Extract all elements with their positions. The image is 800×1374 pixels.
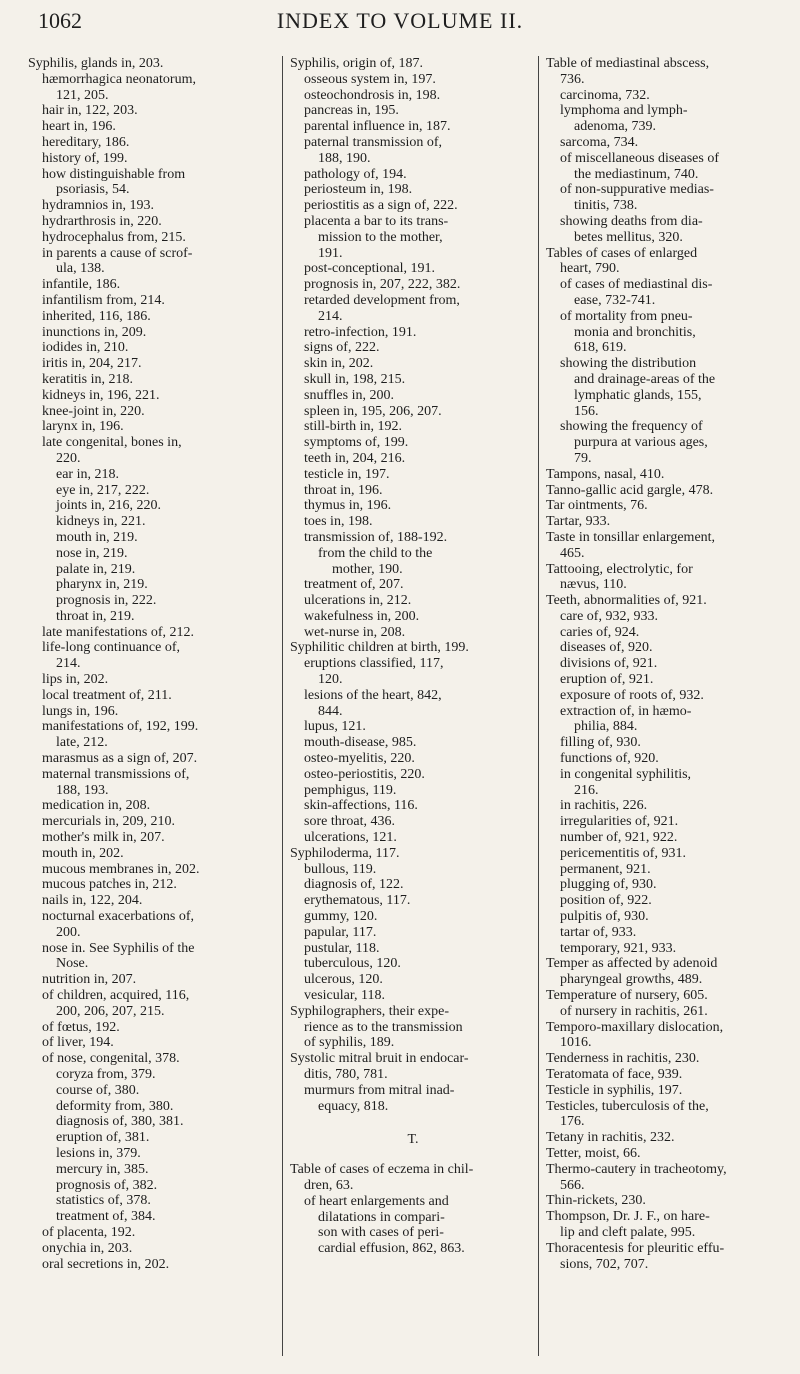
index-entry: 736. [560,71,585,87]
index-entry: Tanno-gallic acid gargle, 478. [546,482,714,498]
index-entry: skull in, 198, 215. [304,371,406,387]
index-entry: plugging of, 930. [560,877,657,893]
index-entry: showing the frequency of [560,419,703,435]
index-entry: hair in, 122, 203. [42,103,138,119]
running-title: INDEX TO VOLUME II. [276,8,524,33]
index-entry: wakefulness in, 200. [304,608,420,624]
index-entry: nævus, 110. [560,577,627,593]
index-entry: son with cases of peri- [318,1225,444,1241]
index-entry: mission to the mother, [318,229,443,245]
index-entry: maternal transmissions of, [42,766,190,782]
index-entry: hæmorrhagica neonatorum, [42,71,196,87]
index-entry: coryza from, 379. [56,1067,156,1082]
index-entry: of mortality from pneu- [560,308,693,324]
section-letter: T. [407,1132,419,1148]
index-entry: in congenital syphilitis, [560,766,692,782]
index-entry: heart, 790. [560,261,620,277]
index-entry: osteochondrosis in, 198. [304,87,441,103]
index-entry: kidneys in, 196, 221. [42,387,160,403]
index-entry: thymus in, 196. [304,498,392,514]
index-entry: of nose, congenital, 378. [42,1051,180,1067]
index-entry: divisions of, 921. [560,656,658,672]
index-entry: Temporo-maxillary dislocation, [546,1019,724,1035]
index-entry: exposure of roots of, 932. [560,687,704,703]
index-entry: late congenital, bones in, [42,435,182,451]
index-entry: life-long continuance of, [42,640,181,656]
index-entry: 465. [560,545,585,561]
index-entry: lymphoma and lymph- [560,103,688,119]
index-entry: 121, 205. [56,87,109,103]
index-entry: iodides in, 210. [42,340,129,356]
index-entry: teeth in, 204, 216. [304,450,406,466]
index-entry: retarded development from, [304,292,460,308]
index-entry: infantile, 186. [42,277,121,293]
index-entry: larynx in, 196. [42,419,124,435]
index-entry: wet-nurse in, 208. [304,624,406,640]
index-entry: local treatment of, 211. [42,687,172,703]
index-entry: functions of, 920. [560,751,659,767]
index-entry: oral secretions in, 202. [42,1256,170,1272]
index-entry: Syphilis, glands in, 203. [28,56,164,71]
index-entry: Teratomata of face, 939. [546,1067,683,1082]
index-entry: eruptions classified, 117, [304,656,444,672]
index-entry: throat in, 196. [304,482,383,498]
index-entry: Tetany in rachitis, 232. [546,1130,675,1146]
index-entry: paternal transmission of, [304,134,443,150]
index-entry: ease, 732-741. [574,292,656,308]
index-entry: sarcoma, 734. [560,134,639,150]
index-entry: diagnosis of, 380, 381. [56,1114,184,1130]
index-entry: lesions of the heart, 842, [304,687,442,703]
index-entry: in parents a cause of scrof- [42,245,193,261]
index-entry: skin in, 202. [304,356,374,372]
index-entry: Syphilis, origin of, 187. [290,56,424,71]
index-entry: 1016. [560,1035,592,1051]
index-entry: ula, 138. [56,261,105,277]
index-entry: carcinoma, 732. [560,87,650,103]
index-entry: Table of cases of eczema in chil- [290,1162,474,1178]
index-entry: in rachitis, 226. [560,798,648,814]
index-entry: pericementitis of, 931. [560,845,686,861]
index-entry: Tenderness in rachitis, 230. [546,1051,700,1067]
index-entry: testicle in, 197. [304,466,390,482]
index-entry: pancreas in, 195. [304,103,399,119]
index-entry: lymphatic glands, 155, [574,387,702,403]
index-entry: of miscellaneous diseases of [560,150,720,166]
index-entry: 200, 206, 207, 215. [56,1003,165,1019]
index-entry: osteo-periostitis, 220. [304,766,425,782]
index-entry: pulpitis of, 930. [560,909,649,925]
index-entry: marasmus as a sign of, 207. [42,751,198,767]
column-divider [538,56,539,1356]
index-entry: irregularities of, 921. [560,814,679,830]
index-entry: number of, 921, 922. [560,830,678,846]
index-entry: mercurials in, 209, 210. [42,814,175,830]
index-entry: mouth in, 202. [42,845,124,861]
index-entry: pustular, 118. [304,940,380,956]
index-entry: cardial effusion, 862, 863. [318,1241,465,1257]
index-entry: deformity from, 380. [56,1098,174,1114]
index-entry: papular, 117. [304,924,377,940]
index-entry: of non-suppurative medias- [560,182,714,198]
page-header [0,8,800,34]
index-entry: throat in, 219. [56,608,135,624]
index-entry: prognosis of, 382. [56,1177,158,1193]
index-entry: 618, 619. [574,340,627,356]
index-entry: inunctions in, 209. [42,324,147,340]
index-entry: ulcerations, 121. [304,830,397,846]
index-column-1 [28,56,274,1272]
index-entry: filling of, 930. [560,735,641,751]
index-entry: position of, 922. [560,893,652,909]
index-entry: still-birth in, 192. [304,419,402,435]
index-entry: spleen in, 195, 206, 207. [304,403,442,419]
index-entry: ear in, 218. [56,466,119,482]
index-entry: eruption of, 921. [560,672,654,688]
index-entry: 188, 193. [56,782,109,798]
index-entry: how distinguishable from [42,166,186,182]
index-entry: medication in, 208. [42,798,151,814]
index-entry: dilatations in compari- [318,1209,445,1225]
index-entry: eruption of, 381. [56,1130,150,1146]
index-entry: psoriasis, 54. [56,182,130,198]
index-entry: nails in, 122, 204. [42,893,143,909]
index-entry: symptoms of, 199. [304,435,409,451]
index-entry: lungs in, 196. [42,703,119,719]
index-entry: of liver, 194. [42,1035,114,1051]
index-entry: hereditary, 186. [42,134,130,150]
index-entry: eye in, 217, 222. [56,482,150,498]
index-entry: Thin-rickets, 230. [546,1193,646,1209]
index-entry: late, 212. [56,735,108,751]
index-entry: transmission of, 188-192. [304,529,448,545]
index-entry: tuberculous, 120. [304,956,401,972]
index-entry: 220. [56,450,81,466]
index-entry: bullous, 119. [304,861,377,877]
index-entry: ulcerations in, 212. [304,593,412,609]
index-entry: gummy, 120. [304,909,378,925]
index-entry: parental influence in, 187. [304,119,451,135]
index-entry: lip and cleft palate, 995. [560,1224,696,1240]
index-entry: Nose. [56,956,89,972]
index-entry: snuffles in, 200. [304,387,394,403]
index-entry: permanent, 921. [560,861,651,877]
index-entry: nose in, 219. [56,545,128,561]
index-entry: dren, 63. [304,1177,354,1193]
index-entry: prognosis in, 222. [56,593,157,609]
page-number: 1062 [38,8,82,33]
index-entry: nose in. See Syphilis of the [42,940,195,956]
index-entry: Tartar, 933. [546,514,611,530]
index-entry: 156. [574,403,599,419]
index-entry: Thoracentesis for pleuritic effu- [546,1240,725,1256]
index-entry: diseases of, 920. [560,640,653,656]
index-entry: history of, 199. [42,150,128,166]
index-entry: 216. [574,782,599,798]
index-entry: Syphilographers, their expe- [290,1003,450,1019]
index-entry: mucous membranes in, 202. [42,861,200,877]
index-entry: 214. [56,656,81,672]
index-entry: lesions in, 379. [56,1145,141,1161]
index-entry: Testicle in syphilis, 197. [546,1082,683,1098]
index-entry: lips in, 202. [42,672,109,688]
index-entry: keratitis in, 218. [42,371,133,387]
index-entry: knee-joint in, 220. [42,403,145,419]
index-entry: late manifestations of, 212. [42,624,195,640]
index-entry: Teeth, abnormalities of, 921. [546,593,707,609]
index-entry: Table of mediastinal abscess, [546,56,710,71]
index-entry: care of, 932, 933. [560,608,658,624]
index-entry: monia and bronchitis, [574,324,696,340]
index-entry: Tattooing, electrolytic, for [546,561,693,577]
index-column-2 [290,56,536,1257]
index-entry: Systolic mitral bruit in endocar- [290,1051,469,1067]
index-entry: caries of, 924. [560,624,640,640]
index-entry: osteo-myelitis, 220. [304,751,415,767]
index-entry: treatment of, 384. [56,1209,156,1225]
index-entry: periosteum in, 198. [304,182,413,198]
index-entry: pathology of, 194. [304,166,407,182]
index-entry: mouth in, 219. [56,529,138,545]
index-entry: placenta a bar to its trans- [304,213,449,229]
index-entry: Temper as affected by adenoid [546,956,718,972]
index-entry: betes mellitus, 320. [574,229,683,245]
index-entry: Tetter, moist, 66. [546,1145,641,1161]
index-entry: and drainage-areas of the [574,371,716,387]
index-entry: from the child to the [318,545,433,561]
index-entry: pemphigus, 119. [304,782,397,798]
index-entry: 79. [574,450,592,466]
index-entry: ditis, 780, 781. [304,1067,388,1082]
index-entry: manifestations of, 192, 199. [42,719,199,735]
index-entry: purpura at various ages, [574,435,708,451]
index-entry: nocturnal exacerbations of, [42,909,194,925]
index-entry: mother, 190. [332,561,403,577]
index-entry: Taste in tonsillar enlargement, [546,529,716,545]
index-entry: diagnosis of, 122. [304,877,404,893]
index-entry: equacy, 818. [318,1098,389,1114]
index-entry: Tables of cases of enlarged [546,245,698,261]
index-entry: of syphilis, 189. [304,1035,395,1051]
index-entry: 844. [318,703,343,719]
index-entry: mother's milk in, 207. [42,830,165,846]
index-entry: 188, 190. [318,150,371,166]
index-column-3 [546,56,792,1272]
index-entry: philia, 884. [574,719,638,735]
index-entry: mercury in, 385. [56,1161,149,1177]
index-entry: inherited, 116, 186. [42,308,151,324]
index-entry: 566. [560,1177,585,1193]
index-entry: tinitis, 738. [574,198,638,214]
index-entry: extraction of, in hæmo- [560,703,692,719]
index-entry: of cases of mediastinal dis- [560,277,713,293]
index-entry: of heart enlargements and [304,1193,449,1209]
index-entry: onychia in, 203. [42,1240,133,1256]
index-entry: heart in, 196. [42,119,116,135]
index-entry: Thermo-cautery in tracheotomy, [546,1161,727,1177]
index-entry: Syphilitic children at birth, 199. [290,640,469,656]
index-entry: nutrition in, 207. [42,972,137,988]
index-entry: Testicles, tuberculosis of the, [546,1098,709,1114]
index-entry: osseous system in, 197. [304,71,436,87]
index-entry: skin-affections, 116. [304,798,418,814]
index-entry: tartar of, 933. [560,924,637,940]
index-entry: hydramnios in, 193. [42,198,154,214]
index-entry: 120. [318,672,343,688]
index-entry: pharynx in, 219. [56,577,148,593]
index-entry: prognosis in, 207, 222, 382. [304,277,461,293]
index-entry: Syphiloderma, 117. [290,845,400,861]
index-entry: iritis in, 204, 217. [42,356,142,372]
index-entry: showing deaths from dia- [560,213,703,229]
index-entry: infantilism from, 214. [42,292,165,308]
index-entry: of children, acquired, 116, [42,988,190,1004]
index-entry: sore throat, 436. [304,814,395,830]
index-entry: adenoma, 739. [574,119,657,135]
index-entry: murmurs from mitral inad- [304,1082,455,1098]
index-entry: sions, 702, 707. [560,1256,649,1272]
index-entry: rience as to the transmission [304,1019,463,1035]
index-entry: treatment of, 207. [304,577,404,593]
index-entry: Thompson, Dr. J. F., on hare- [546,1209,710,1225]
index-entry: joints in, 216, 220. [56,498,162,514]
index-entry: 214. [318,308,343,324]
index-entry: of nursery in rachitis, 261. [560,1003,708,1019]
index-entry: mucous patches in, 212. [42,877,177,893]
index-entry: pharyngeal growths, 489. [560,972,703,988]
index-entry: vesicular, 118. [304,988,385,1004]
index-entry: hydrarthrosis in, 220. [42,213,162,229]
index-entry: course of, 380. [56,1082,140,1098]
index-entry: toes in, 198. [304,514,373,530]
index-entry: kidneys in, 221. [56,514,146,530]
index-entry: erythematous, 117. [304,893,411,909]
index-entry: ulcerous, 120. [304,972,383,988]
index-entry: Temperature of nursery, 605. [546,988,708,1004]
index-entry: statistics of, 378. [56,1193,151,1209]
index-entry: Tar ointments, 76. [546,498,648,514]
index-entry: the mediastinum, 740. [574,166,699,182]
index-entry: post-conceptional, 191. [304,261,436,277]
index-entry: signs of, 222. [304,340,380,356]
index-entry: temporary, 921, 933. [560,940,677,956]
index-entry: 191. [318,245,343,261]
index-entry: retro-infection, 191. [304,324,417,340]
index-entry: of fœtus, 192. [42,1019,120,1035]
index-entry: palate in, 219. [56,561,136,577]
index-entry: lupus, 121. [304,719,366,735]
index-entry: 200. [56,924,81,940]
index-entry: periostitis as a sign of, 222. [304,198,458,214]
column-divider [282,56,283,1356]
index-entry: 176. [560,1114,585,1130]
index-entry: of placenta, 192. [42,1224,136,1240]
index-entry: Tampons, nasal, 410. [546,466,665,482]
index-entry: hydrocephalus from, 215. [42,229,186,245]
index-entry: showing the distribution [560,356,697,372]
index-entry: mouth-disease, 985. [304,735,417,751]
